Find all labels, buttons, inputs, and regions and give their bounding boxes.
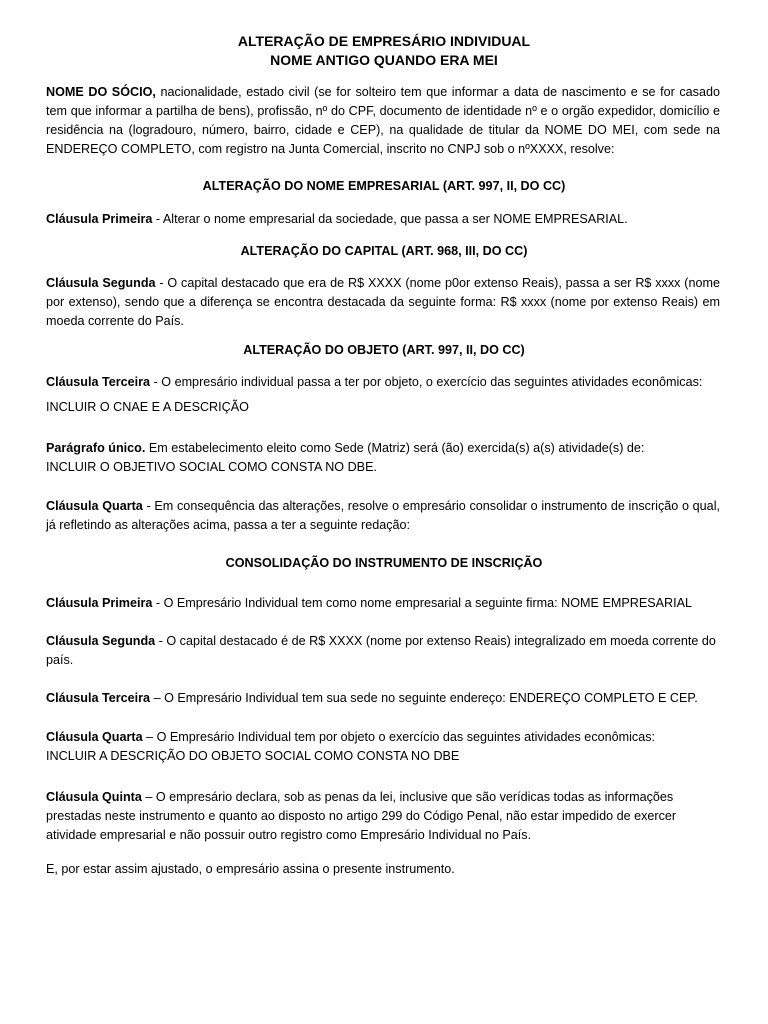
clause-text: - O capital destacado é de R$ XXXX (nome por extenso Reais) integralizado em moeda corrente do país. — [46, 634, 716, 667]
clause-text: – O Empresário Individual tem sua sede no seguinte endereço: ENDEREÇO COMPLETO E CEP. — [150, 691, 698, 705]
paragraph-text: Em estabelecimento eleito como Sede (Matriz) será (ão) exercida(s) a(s) atividade(s) de: — [145, 441, 645, 455]
clause-text: – O Empresário Individual tem por objeto o exercício das seguintes atividades econômicas: — [142, 730, 656, 744]
section-heading-capital: ALTERAÇÃO DO CAPITAL (ART. 968, III, DO CC) — [240, 244, 528, 258]
clause-label: Cláusula Quarta — [46, 499, 143, 513]
cnae-placeholder: INCLUIR O CNAE E A DESCRIÇÃO — [46, 400, 249, 414]
section-heading-object: ALTERAÇÃO DO OBJETO (ART. 997, II, DO CC) — [243, 343, 525, 357]
clause-text: - O capital destacado que era de R$ XXXX (nome p0or extenso Reais), passa a ser R$ xxxx (nome por extenso), sendo que a diferença se encontra destacada da seguinte forma: R$ xxxx (nome por extenso Reais) em moeda corrente do País. — [46, 276, 720, 328]
section-heading-name: ALTERAÇÃO DO NOME EMPRESARIAL (ART. 997, II, DO CC) — [202, 179, 566, 193]
clause-label: Cláusula Primeira — [46, 212, 153, 226]
clause-text: - Alterar o nome empresarial da sociedade, que passa a ser NOME EMPRESARIAL. — [152, 212, 628, 226]
clause-label: Cláusula Primeira — [46, 596, 153, 610]
dbe-objective-note: INCLUIR O OBJETIVO SOCIAL COMO CONSTA NO DBE. — [46, 460, 377, 474]
closing-statement: E, por estar assim ajustado, o empresário assina o presente instrumento. — [46, 862, 455, 876]
document-subtitle: NOME ANTIGO QUANDO ERA MEI — [270, 52, 498, 68]
object-description-note: INCLUIR A DESCRIÇÃO DO OBJETO SOCIAL COMO CONSTA NO DBE — [46, 749, 460, 763]
clause-label: Cláusula Quinta — [46, 790, 142, 804]
consolidated-clause-first — [46, 594, 720, 613]
clause-text: - Em consequência das alterações, resolve o empresário consolidar o instrumento de inscrição o qual, já refletindo as alterações acima, passa a ter a seguinte redação: — [46, 499, 720, 532]
clause-third — [46, 373, 720, 392]
clause-label: Cláusula Quarta — [46, 730, 143, 744]
clause-label: Cláusula Segunda — [46, 276, 156, 290]
clause-text: - O empresário individual passa a ter por objeto, o exercício das seguintes atividades econômicas: — [150, 375, 703, 389]
clause-fourth — [46, 497, 720, 535]
consolidated-clause-fifth — [46, 788, 720, 845]
intro-text: nacionalidade, estado civil (se for solteiro tem que informar a data de nascimento e se for casado tem que informar a partilha de bens), profissão, nº do CPF, documento de identidade nº e o orgão expedidor, domicílio e residência na (logradouro, número, bairro, cidade e CEP), na qualidade de titular da NOME DO MEI, com sede na ENDEREÇO COMPLETO, com registro na Junta Comercial, inscrito no CNPJ sob o nºXXXX, resolve: — [46, 85, 720, 156]
paragraph-label: Parágrafo único. — [46, 441, 146, 455]
clause-label: Cláusula Segunda — [46, 634, 156, 648]
clause-label: Cláusula Terceira — [46, 691, 151, 705]
sole-paragraph — [46, 439, 720, 458]
document-title: ALTERAÇÃO DE EMPRESÁRIO INDIVIDUAL — [237, 33, 531, 49]
clause-second — [46, 274, 720, 331]
clause-text: - O Empresário Individual tem como nome empresarial a seguinte firma: NOME EMPRESARIAL — [152, 596, 693, 610]
consolidation-heading: CONSOLIDAÇÃO DO INSTRUMENTO DE INSCRIÇÃO — [225, 556, 543, 570]
consolidated-clause-fourth — [46, 728, 720, 747]
consolidated-clause-second — [46, 632, 720, 670]
intro-paragraph — [46, 83, 720, 159]
intro-lead: NOME DO SÓCIO, — [46, 85, 156, 99]
clause-label: Cláusula Terceira — [46, 375, 151, 389]
clause-text: – O empresário declara, sob as penas da lei, inclusive que são verídicas todas as informações prestadas neste instrumento e quanto ao disposto no artigo 299 do Código Penal, não estar impedido de exercer atividade empresarial e não possuir outro registro como Empresário Individual no País. — [46, 790, 677, 842]
consolidated-clause-third — [46, 689, 720, 708]
clause-first — [46, 210, 720, 229]
